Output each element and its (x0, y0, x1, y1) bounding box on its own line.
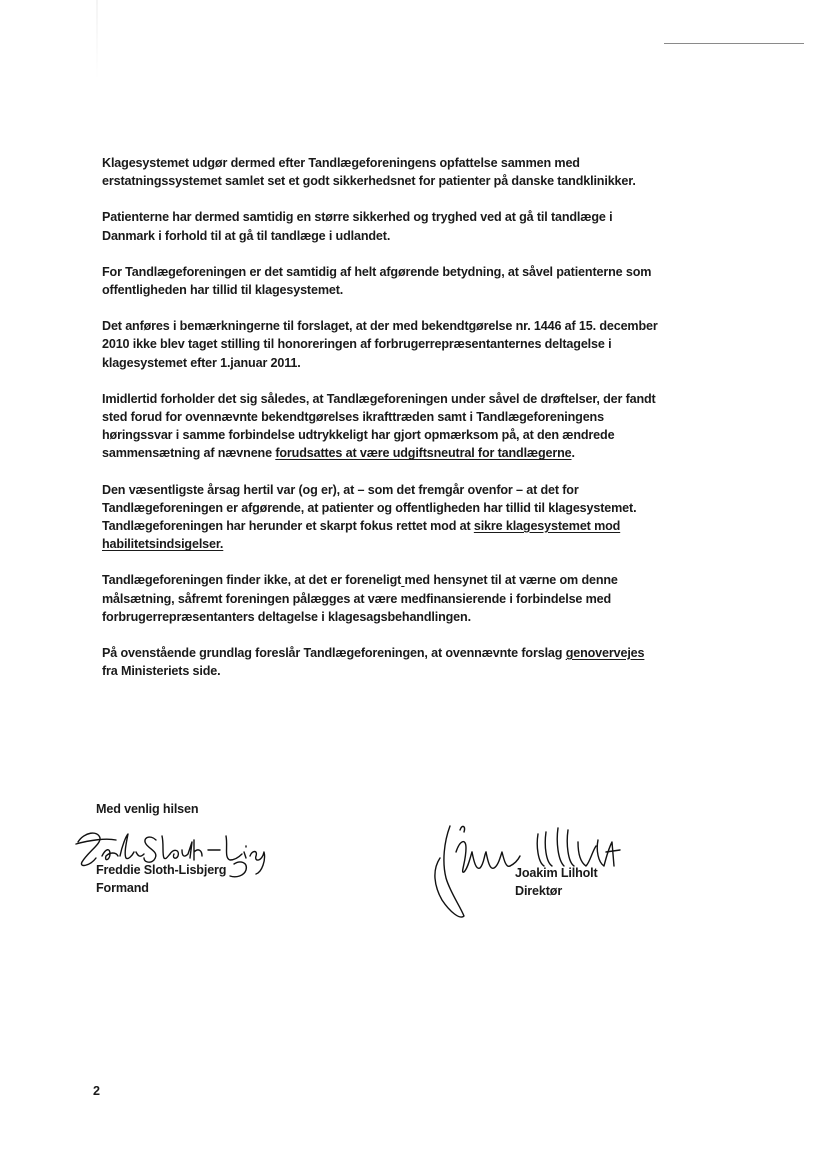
signatory-left-title: Formand (96, 881, 149, 895)
paragraph-text: Imidlertid forholder det sig således, at Tandlægeforeningen under såvel de drøftelser, der fandt sted forud for ovennævnte bekendtgørelses ikrafttræden samt i Tandlægeforeningens høringssvar i samme forbindelse udtrykkeligt har gjort opmærksom på, at den ændrede sammensætning af nævnene (102, 391, 656, 461)
paragraph (102, 154, 662, 190)
paragraph (102, 481, 662, 554)
scan-edge-artifact (96, 0, 98, 80)
paragraph-text: Klagesystemet udgør dermed efter Tandlægeforeningens opfattelse sammen med erstatningssystemet samlet set et godt sikkerhedsnet for patienter på danske tandklinikker. (102, 156, 636, 189)
signatory-right-title: Direktør (515, 884, 563, 898)
paragraph-text: Det anføres i bemærkningerne til forslaget, at der med bekendtgørelse nr. 1446 af 15. december 2010 ikke blev taget stilling til honoreringen af forbrugerrepræsentanternes deltagelse i klagesystemet efter 1.januar 2011. (102, 319, 658, 370)
paragraph (102, 263, 662, 299)
closing-greeting: Med venlig hilsen (96, 802, 199, 816)
top-rule (664, 43, 804, 44)
paragraph-text: Tandlægeforeningen finder ikke, at det er foreneligt (102, 573, 402, 588)
paragraph-text: Den væsentligste årsag hertil var (og er), at – som det fremgår ovenfor – at det for Tandlægeforeningen er afgørende, at patienter og offentligheden har tillid til klagesystemet. Tandlægeforeningen har herunder et skarpt fokus rettet mod at (102, 482, 637, 534)
page-number: 2 (93, 1084, 101, 1098)
paragraph (102, 390, 662, 463)
signatory-left (96, 861, 226, 897)
paragraph-text: med hensynet til at værne om denne målsætning, såfremt foreningen pålægges at være medfinansierende i forbindelse med forbrugerrepræsentanters deltagelse i klagesagsbehandlingen. (102, 573, 618, 624)
signatory-right (515, 864, 598, 900)
paragraph-text: fra Ministeriets side. (102, 664, 221, 679)
paragraph-text: På ovenstående grundlag foreslår Tandlægeforeningen, at ovennævnte forslag (102, 646, 566, 661)
paragraph (102, 317, 662, 372)
paragraph (102, 644, 662, 680)
paragraph-text: . (571, 446, 575, 461)
paragraph-text: For Tandlægeforeningen er det samtidig af helt afgørende betydning, at såvel patienterne som offentligheden har tillid til klagesystemet. (102, 264, 652, 298)
signatory-right-name: Joakim Lilholt (515, 866, 598, 880)
signatory-left-name: Freddie Sloth-Lisbjerg (96, 863, 227, 877)
letter-body (102, 154, 662, 698)
paragraph-text: Patienterne har dermed samtidig en større sikkerhed og tryghed ved at gå til tandlæge i Danmark i forhold til at gå til tandlæge i udlandet. (102, 210, 613, 243)
underlined-text: forudsattes at være udgiftsneutral for tandlægerne (275, 446, 572, 461)
paragraph (102, 208, 662, 244)
underlined-text: genovervejes (565, 646, 645, 661)
paragraph (102, 571, 662, 626)
underlined-text: sikre klagesystemet mod habilitetsindsigelser. (102, 519, 621, 552)
